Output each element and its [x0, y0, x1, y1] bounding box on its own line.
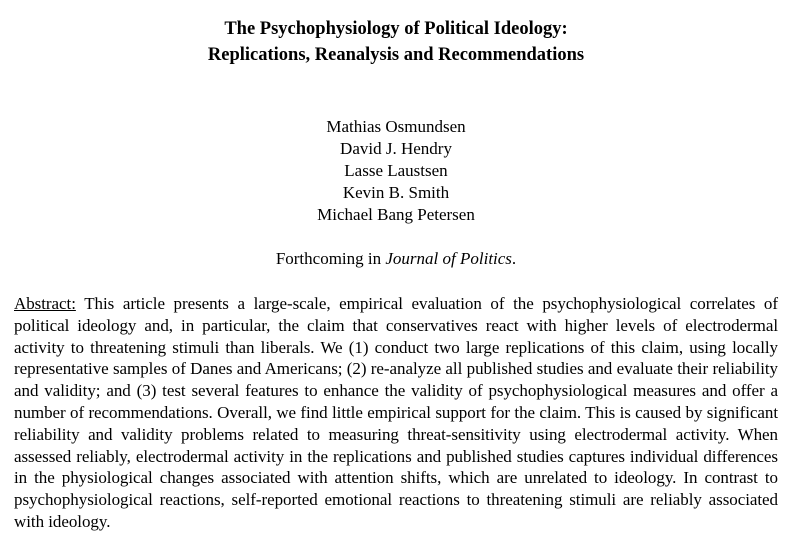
publication-status — [14, 248, 778, 270]
journal-name: Journal of Politics — [385, 249, 512, 268]
author-name: Michael Bang Petersen — [317, 205, 475, 224]
author-name: Lasse Laustsen — [344, 161, 448, 180]
abstract — [14, 293, 778, 533]
author-list — [14, 116, 778, 226]
author-name: Kevin B. Smith — [342, 183, 450, 202]
forthcoming-suffix: . — [511, 249, 517, 268]
paper-title — [14, 14, 778, 68]
forthcoming-prefix: Forthcoming in — [275, 249, 386, 268]
abstract-text: This article presents a large-scale, empirical evaluation of the psychophysiological correlates of political ideology and, in particular, the claim that conservatives react with higher levels of electrodermal activity to threatening stimuli than liberals. We (1) conduct two large replications of this claim, using locally representative samples of Danes and Americans; (2) re-analyze all published studies and evaluate their reliability and validity; and (3) test several features to enhance the validity of psychophysiological measures and offer a number of recommendations. Overall, we find little empirical support for the claim. This is caused by significant reliability and validity problems related to measuring threat-sensitivity using electrodermal activity. When assessed reliably, electrodermal activity in the replications and published studies captures individual differences in the physiological changes associated with attention shifts, which are unrelated to ideology. In contrast to psychophysiological reactions, self-reported emotional reactions to threatening stimuli are reliably associated with ideology. — [14, 294, 778, 531]
paper-title-line-1: The Psychophysiology of Political Ideology: — [224, 19, 568, 39]
abstract-label: Abstract: — [14, 294, 76, 313]
author-name: Mathias Osmundsen — [326, 117, 466, 136]
paper-title-line-2: Replications, Reanalysis and Recommendations — [207, 45, 585, 65]
author-name: David J. Hendry — [340, 139, 452, 158]
